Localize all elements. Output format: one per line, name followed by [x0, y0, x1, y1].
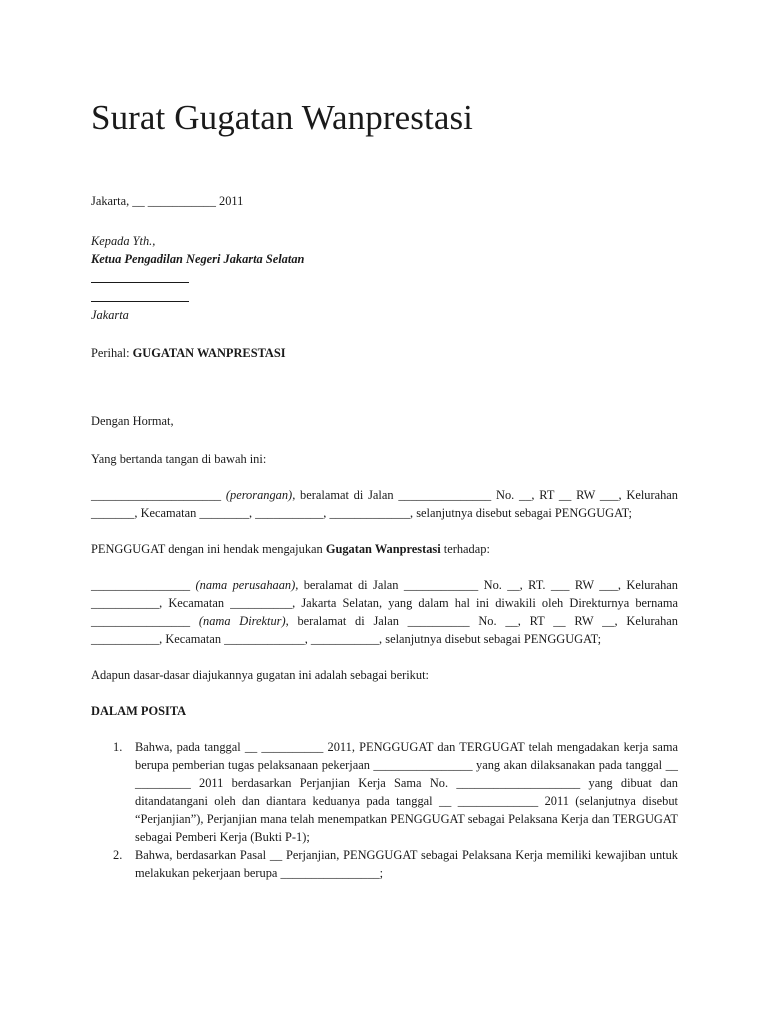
defendant-text-a: , beralamat di Jalan ____________ No. __, RT. ___ RW ___, Kelurahan ___________, Kecamatan __________, Jakarta Selatan, yang dalam hal ini diwakili oleh Direkturnya bernama ________________ [91, 578, 678, 628]
defendant-company-note: (nama perusahaan) [195, 578, 296, 592]
recipient-blank-line-2 [91, 287, 189, 302]
place-date: Jakarta, __ ___________ 2011 [91, 194, 244, 208]
defendant-text-b: , beralamat di Jalan __________ No. __, RT __ RW __, Kelurahan ___________, Kecamatan _____________, ___________, selanjutnya disebut sebagai PENGGUGAT; [91, 614, 678, 646]
plaintiff-paragraph [91, 486, 678, 522]
posita-item-1 [91, 738, 678, 846]
filing-bold: Gugatan Wanprestasi [325, 542, 441, 556]
subject-line [91, 344, 678, 362]
greeting: Dengan Hormat, [91, 414, 174, 428]
document-title: Surat Gugatan Wanprestasi [91, 98, 473, 137]
plaintiff-blank-name: _____________________ [91, 488, 226, 502]
posita-item-number: 2. [113, 848, 123, 862]
subject-value: GUGATAN WANPRESTASI [132, 346, 286, 360]
posita-list [91, 738, 678, 882]
intro-text: Yang bertanda tangan di bawah ini: [91, 452, 267, 466]
basis-intro: Adapun dasar-dasar diajukannya gugatan ini adalah sebagai berikut: [91, 668, 429, 682]
recipient-salutation: Kepada Yth., [91, 234, 156, 248]
posita-item-2 [91, 846, 678, 882]
posita-heading: DALAM POSITA [91, 704, 187, 718]
recipient-blank-line-1 [91, 268, 189, 283]
posita-item-text: Bahwa, berdasarkan Pasal __ Perjanjian, PENGGUGAT sebagai Pelaksana Kerja memiliki kewajiban untuk melakukan pekerjaan berupa ________________; [135, 848, 678, 880]
plaintiff-text: , beralamat di Jalan _______________ No. __, RT __ RW ___, Kelurahan _______, Kecamatan ________, ___________, _____________, selanjutnya disebut sebagai PENGGUGAT; [91, 488, 678, 520]
recipient-block [91, 232, 678, 324]
defendant-director-note: (nama Direktur) [198, 614, 286, 628]
filing-after: terhadap: [440, 542, 490, 556]
plaintiff-type-note: (perorangan) [225, 488, 293, 502]
posita-item-number: 1. [113, 740, 123, 754]
recipient-court: Ketua Pengadilan Negeri Jakarta Selatan [91, 252, 305, 266]
filing-paragraph [91, 540, 678, 558]
document-page [91, 96, 678, 882]
defendant-blank-company: ________________ [91, 578, 196, 592]
filing-before: PENGGUGAT dengan ini hendak mengajukan [91, 542, 326, 556]
subject-label: Perihal: [91, 346, 133, 360]
defendant-paragraph [91, 576, 678, 648]
recipient-city: Jakarta [91, 308, 129, 322]
posita-item-text: Bahwa, pada tanggal __ __________ 2011, PENGGUGAT dan TERGUGAT telah mengadakan kerja sama berupa pemberian tugas pelaksanaan pekerjaan ________________ yang akan dilaksanakan pada tanggal __ _________ 2011 berdasarkan Perjanjian Kerja Sama No. ____________________ yang dibuat dan ditandatangani oleh dan diantara keduanya pada tanggal __ _____________ 2011 (selanjutnya disebut “Perjanjian”), Perjanjian mana telah menempatkan PENGGUGAT sebagai Pelaksana Kerja dan TERGUGAT sebagai Pemberi Kerja (Bukti P-1); [135, 740, 678, 844]
